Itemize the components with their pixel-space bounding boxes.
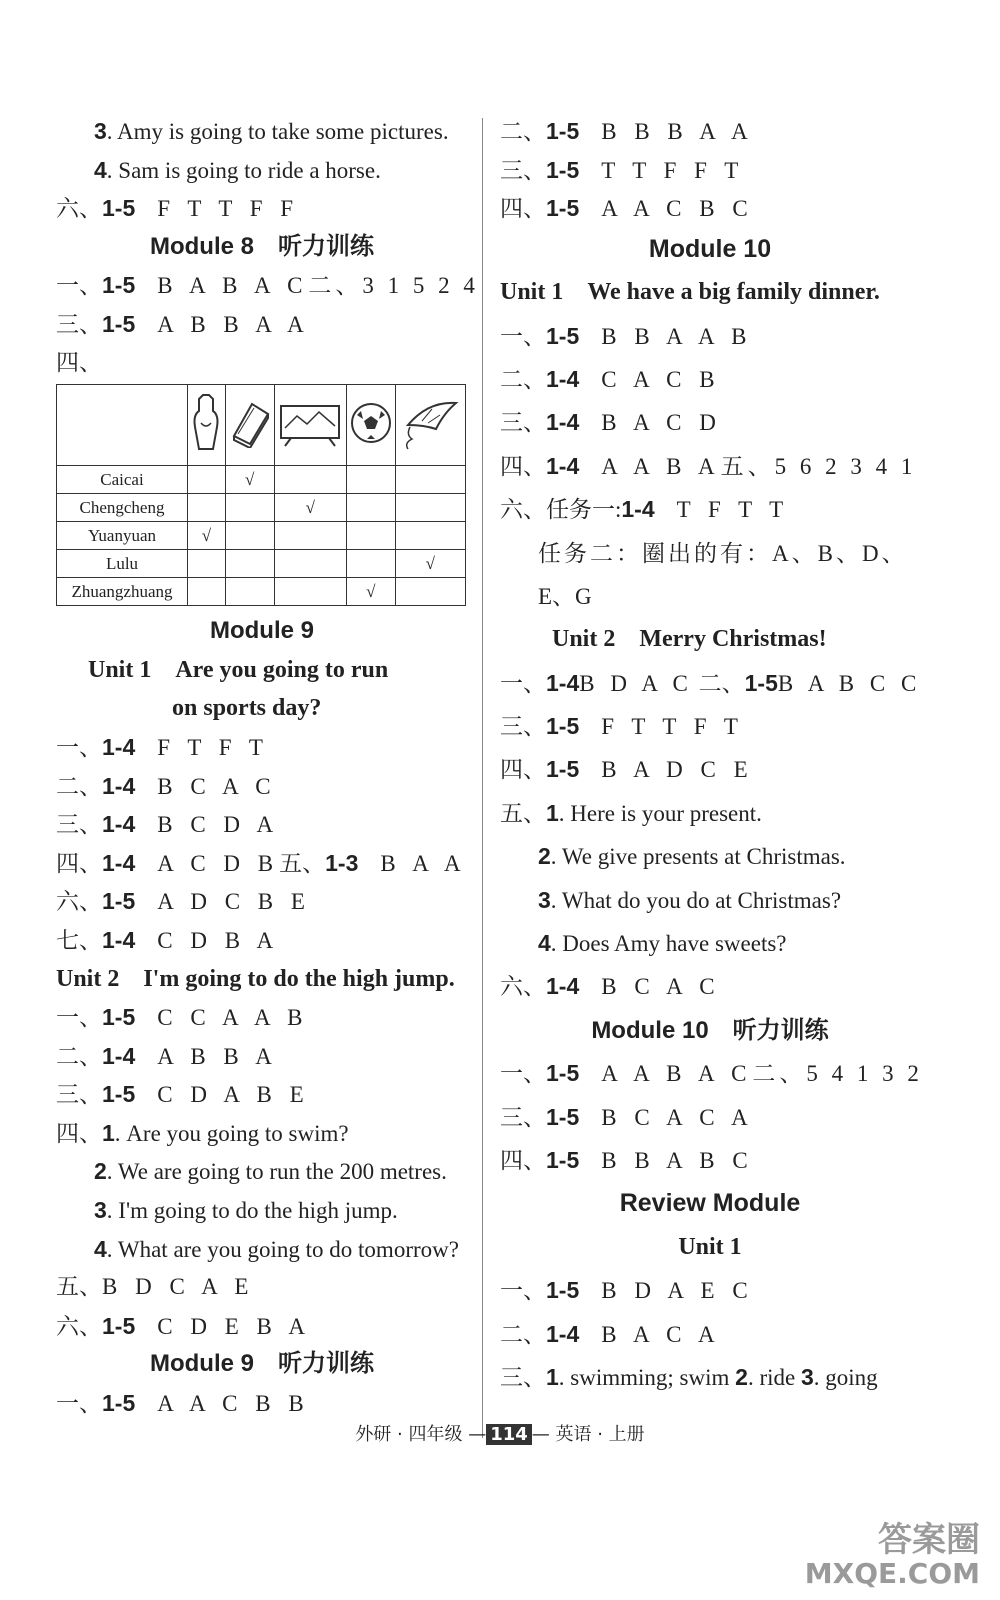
answer-line: 一、1-5 B B A A B [500,322,753,349]
answer-line: 2. We give presents at Christmas. [538,843,846,870]
answer-line: 六、1-4 B C A C [500,973,721,1000]
answer-line: 六、1-5 F T T F F [56,195,300,222]
watermark: 答案圈 MXQE.COM [804,1519,980,1590]
unit-title: Unit 2 Merry Christmas! [552,626,827,653]
answer-line: 2. We are going to run the 200 metres. [94,1158,447,1185]
kite-icon [395,385,465,466]
activity-table [56,384,466,606]
table-corner [57,385,188,466]
section-heading: Module 10 [648,234,772,263]
football-icon [347,385,396,466]
page-number: 114 [486,1424,532,1445]
table-row: Chengcheng √ [57,494,466,522]
table-row: Yuanyuan √ [57,522,466,550]
answer-line: 4. Sam is going to ride a horse. [94,156,381,183]
answer-line: 三、1-5 F T T F T [500,713,744,740]
answer-line: 一、1-4 F T F T [56,733,269,760]
answer-line: 三、1-5 C D A B E [56,1081,310,1108]
answer-line: 一、1-5 B D A E C [500,1277,754,1304]
answer-line: 六、1-5 A D C B E [56,888,311,915]
answer-line: 四、1-4 A A B A五、5 6 2 3 4 1 [500,452,917,479]
answer-line: 三、1-5 A B B A A [56,310,310,337]
answer-line: 一、1-5 B A B A C二、3 1 5 2 4 [56,272,479,299]
section-heading: Module 9 [209,617,314,645]
answer-line: 3. I'm going to do the high jump. [94,1197,398,1224]
tv-icon [274,385,346,466]
section-heading: Module 8 听力训练 [149,232,374,260]
swimsuit-icon [188,385,226,466]
answer-line: 三、1-5 T T F F T [500,156,745,183]
section-heading: Module 9 听力训练 [149,1350,374,1378]
answer-line: 四、1-4 A C D B五、1-3 B A A [56,849,467,876]
answer-line: 三、1-5 B C A C A [500,1103,754,1130]
answer-line: 四、1-5 B A D C E [500,756,754,783]
unit-title: Unit 2 I'm going to do the high jump. [56,965,455,992]
answer-line: 五、1. Here is your present. [500,799,762,826]
answer-line: 六、1-5 C D E B A [56,1312,311,1339]
section-heading: Module 10 听力训练 [591,1016,829,1044]
book-icon [225,385,274,466]
answer-line: 一、1-5 A A C B B [56,1390,310,1417]
answer-line: E、G [538,583,592,609]
answer-line: 一、1-5 C C A A B [56,1004,309,1031]
answer-line: 三、1-4 B C D A [56,811,280,838]
answer-line: 一、1-4B D A C 二、1-5B A B C C [500,669,922,696]
answer-line: 四、1-5 A A C B C [500,195,754,222]
answer-line: 4. Does Amy have sweets? [538,930,787,957]
answer-line: 二、1-4 B A C A [500,1320,721,1347]
unit-title: Unit 1 Are you going to run [88,656,389,683]
answer-line: 二、1-5 B B B A A [500,118,754,144]
answer-line: 二、1-4 C A C B [500,365,721,392]
unit-title: Unit 1 [678,1233,742,1260]
column-divider [482,118,483,1438]
answer-line: 4. What are you going to do tomorrow? [94,1235,459,1262]
answer-line: 四、 [56,349,102,375]
answer-line: 一、1-5 A A B A C二、5 4 1 3 2 [500,1060,923,1087]
answer-line: 六、任务一:1-4 T F T T [500,496,790,523]
answer-line: 三、1-4 B A C D [500,409,722,436]
page-footer: 外研 · 四年级 — 114 — 英语 · 上册 [355,1424,645,1445]
answer-line: 任务二：圈出的有：A、B、D、 [538,540,908,566]
answer-line: 二、1-4 B C A C [56,772,277,799]
table-row: Zhuangzhuang √ [57,578,466,606]
unit-title: Unit 1 We have a big family dinner. [500,279,880,306]
table-row: Caicai √ [57,466,466,494]
answer-line: 二、1-4 A B B A [56,1042,278,1069]
left-column [56,112,479,1423]
section-heading: Review Module [619,1189,801,1218]
answer-line: 3. What do you do at Christmas? [538,886,842,913]
table-row: Lulu √ [57,550,466,578]
right-column [500,112,923,1399]
answer-line: 3. Amy is going to take some pictures. [94,118,449,144]
answer-line: 七、1-4 C D B A [56,926,280,953]
unit-title: on sports day? [172,695,322,722]
answer-line: 五、B D C A E [56,1274,255,1300]
answer-line: 四、1-5 B B A B C [500,1146,754,1173]
answer-line: 四、1. Are you going to swim? [56,1119,349,1146]
answer-line: 三、1. swimming; swim 2. ride 3. going [500,1363,878,1390]
